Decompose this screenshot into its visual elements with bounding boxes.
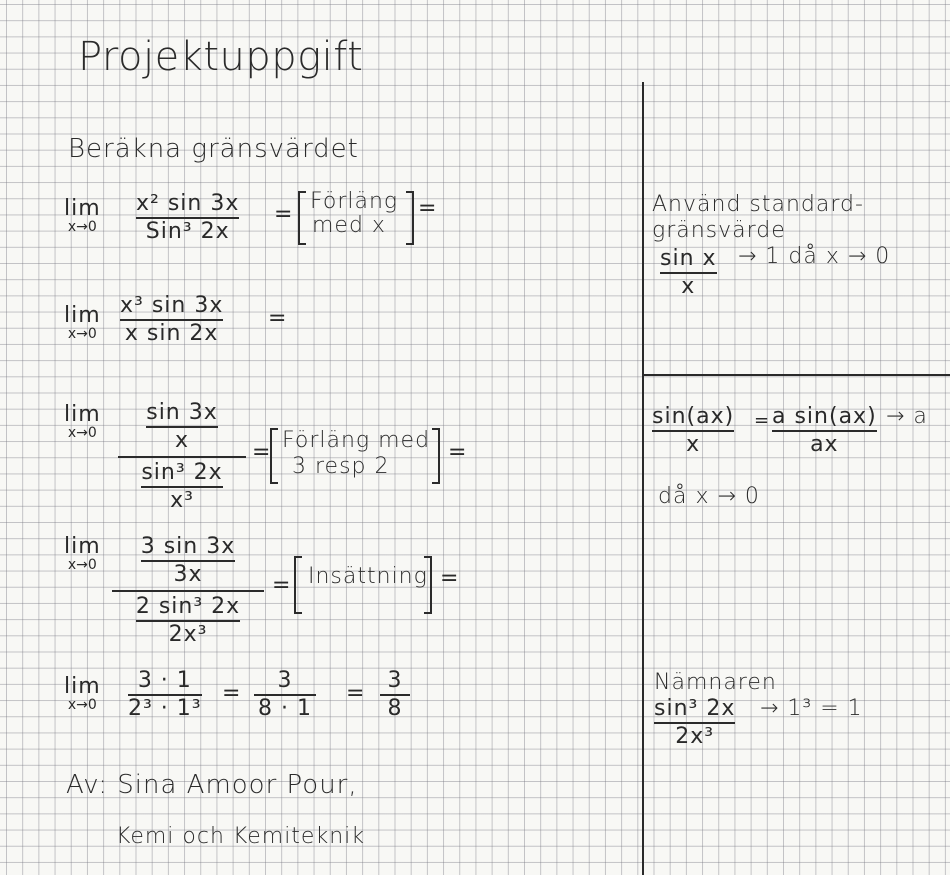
step3-note-line2: 3 resp 2 [292, 454, 390, 479]
limit-operator [64, 198, 101, 234]
side3-frac-num: sin³ 2x [654, 696, 736, 721]
step1-note-line1: Förläng [310, 189, 399, 214]
lim-sub: x→0 [67, 697, 97, 713]
step4-lower-num: 2 sin³ 2x [135, 594, 241, 619]
step5-f1-num: 3 · 1 [137, 668, 192, 693]
step3-upper-den: x [174, 428, 190, 453]
equals-sign: = [274, 202, 293, 227]
lim-sub: x→0 [67, 557, 97, 573]
step3-compound-fraction [118, 400, 246, 514]
limit-operator [64, 404, 101, 440]
author-line: Av: Sina Amoor Pour, [66, 770, 358, 800]
bracket-left [270, 428, 278, 484]
step3-note-line1: Förläng med [282, 428, 431, 453]
equals-sign: = [346, 681, 365, 706]
equals-sign: = [268, 306, 287, 331]
step5-fraction-3 [380, 668, 410, 722]
side1-frac-den: x [681, 274, 696, 299]
side3-frac-den: 2x³ [675, 724, 715, 749]
page-title: Projektuppgift [78, 34, 364, 80]
side3-fraction [654, 696, 735, 750]
lim-sub: x→0 [67, 425, 97, 441]
step3-note [282, 428, 430, 480]
step5-fraction-2 [254, 668, 316, 722]
step1-numerator: x² sin 3x [136, 191, 240, 216]
bracket-right [424, 556, 432, 614]
step2-fraction [120, 293, 223, 347]
equals-sign: = [222, 681, 241, 706]
step4-compound-fraction [112, 534, 264, 648]
step4-note: Insättning [308, 564, 428, 589]
lim-word: lim [64, 674, 101, 699]
lim-word: lim [64, 402, 101, 427]
equals-sign: = [754, 410, 770, 431]
step4-upper-fraction [141, 534, 236, 588]
lim-word: lim [64, 534, 101, 559]
side2-fraction-1 [652, 404, 734, 458]
side2-f2-num: a sin(ax) [772, 404, 877, 429]
equals-sign: = [252, 440, 271, 465]
side-divider [643, 374, 950, 376]
side2-f1-den: x [686, 432, 701, 457]
lim-sub: x→0 [67, 326, 97, 342]
step1-note [310, 190, 398, 238]
step1-note-line2: med x [312, 213, 386, 238]
step1-denominator: Sin³ 2x [145, 219, 230, 244]
step3-lower-fraction [141, 460, 222, 514]
limit-operator [64, 536, 101, 572]
step5-f3-den: 8 [387, 696, 403, 721]
step5-f3-num: 3 [387, 668, 403, 693]
lim-sub: x→0 [67, 219, 97, 235]
side3-result: → 1³ = 1 [760, 696, 863, 721]
side2-result: → a [886, 404, 928, 429]
limit-operator [64, 676, 101, 712]
bracket-right [406, 191, 414, 245]
step4-upper-num: 3 sin 3x [140, 534, 236, 559]
step2-numerator: x³ sin 3x [120, 293, 224, 318]
step3-lower-den: x³ [170, 488, 194, 513]
task-heading: Beräkna gränsvärdet [68, 134, 359, 164]
step3-upper-num: sin 3x [146, 400, 218, 425]
column-divider [642, 82, 644, 875]
step5-f2-den: 8 · 1 [258, 696, 312, 721]
side1-line2: gränsvärde [652, 218, 786, 243]
equals-sign: = [448, 440, 467, 465]
side2-f2-den: ax [810, 432, 839, 457]
equals-sign: = [418, 196, 437, 221]
side2-f1-num: sin(ax) [652, 404, 735, 429]
step2-denominator: x sin 2x [124, 321, 219, 346]
side1-fraction [660, 246, 717, 300]
limit-operator [64, 305, 101, 341]
side3-title: Nämnaren [654, 670, 777, 695]
side2-condition: då x → 0 [658, 484, 760, 509]
main-fraction-bar [118, 456, 246, 458]
side2-fraction-2 [772, 404, 877, 458]
step5-f1-den: 2³ · 1³ [128, 696, 202, 721]
side1-result: → 1 då x → 0 [738, 244, 891, 269]
program-line: Kemi och Kemiteknik [116, 824, 366, 849]
step4-lower-den: 2x³ [168, 622, 208, 647]
step3-lower-num: sin³ 2x [141, 460, 223, 485]
bracket-left [294, 556, 302, 614]
lim-word: lim [64, 303, 101, 328]
bracket-right [432, 428, 440, 484]
side1-line1: Använd standard- [652, 192, 864, 217]
equals-sign: = [440, 566, 459, 591]
side1-frac-num: sin x [660, 246, 717, 271]
step5-fraction-1 [128, 668, 202, 722]
step3-upper-fraction [146, 400, 218, 454]
bracket-left [298, 191, 306, 245]
step4-upper-den: 3x [173, 562, 203, 587]
step4-lower-fraction [136, 594, 240, 648]
equals-sign: = [272, 573, 291, 598]
main-fraction-bar [112, 590, 264, 592]
step5-f2-num: 3 [277, 668, 293, 693]
step1-fraction [136, 191, 239, 245]
lim-word: lim [64, 196, 101, 221]
